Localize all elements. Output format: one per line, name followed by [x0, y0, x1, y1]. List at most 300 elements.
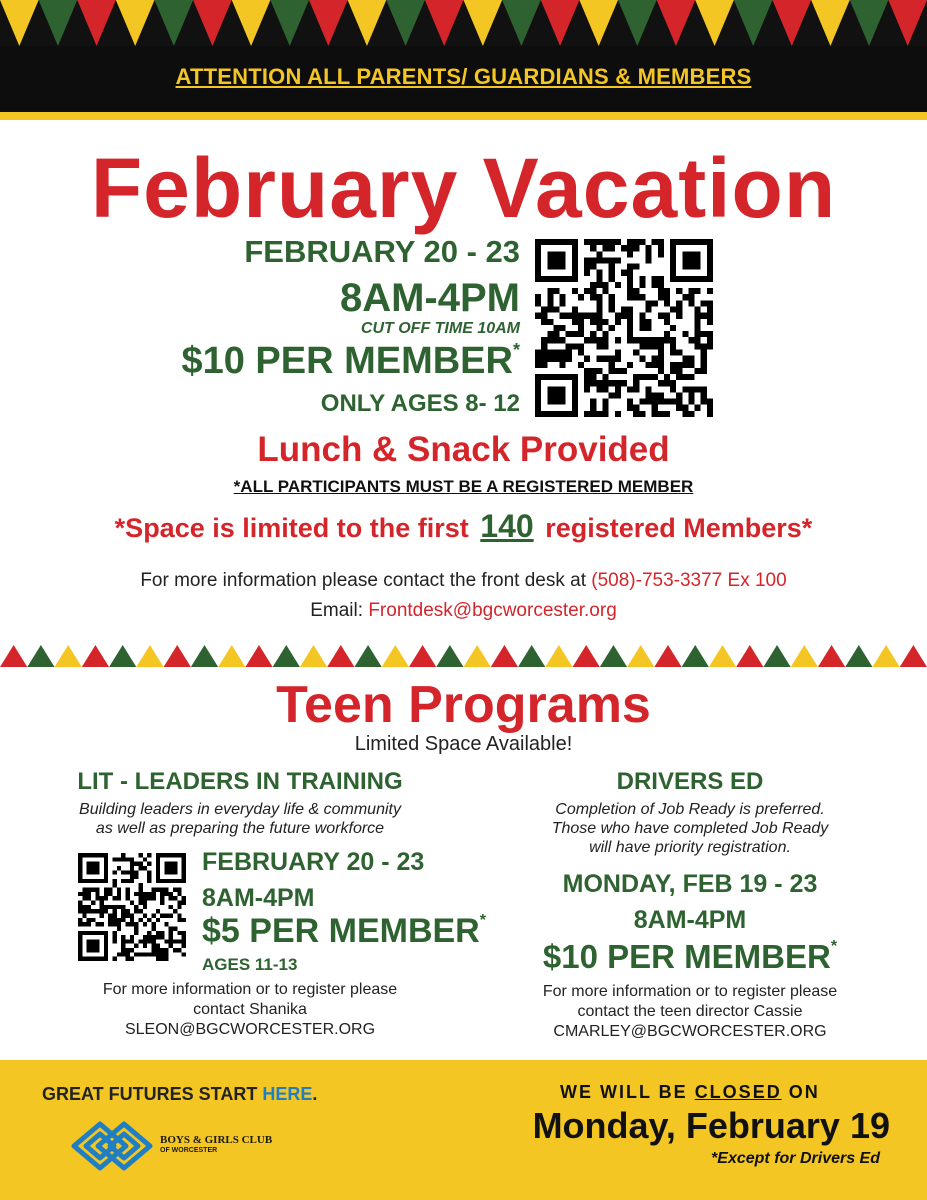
qr-module	[535, 356, 541, 362]
qr-module	[138, 862, 142, 866]
vacation-registration-qr-code[interactable]	[535, 238, 713, 418]
qr-module	[596, 411, 602, 417]
qr-module	[627, 294, 633, 300]
qr-module	[177, 918, 181, 922]
qr-module	[701, 343, 707, 349]
qr-module	[682, 294, 688, 300]
qr-module	[160, 896, 164, 900]
qr-module	[658, 288, 664, 294]
qr-module	[547, 356, 553, 362]
qr-module	[169, 939, 173, 943]
qr-module	[134, 922, 138, 926]
border-triangle	[0, 645, 27, 667]
qr-module	[147, 918, 151, 922]
border-triangle	[0, 0, 39, 46]
space-limited-suffix: registered Members*	[545, 513, 813, 543]
qr-module	[627, 319, 633, 325]
border-triangle	[818, 645, 845, 667]
qr-module	[676, 307, 682, 313]
qr-module	[560, 337, 566, 343]
qr-module	[633, 288, 639, 294]
qr-module	[143, 944, 147, 948]
qr-module	[108, 922, 112, 926]
qr-module	[535, 294, 541, 300]
qr-module	[121, 939, 125, 943]
qr-module	[645, 337, 651, 343]
border-triangle	[518, 645, 545, 667]
qr-module	[182, 939, 186, 943]
qr-module	[627, 337, 633, 343]
qr-module	[130, 913, 134, 917]
qr-module	[113, 931, 117, 935]
lit-description	[20, 800, 460, 838]
qr-module	[590, 380, 596, 386]
qr-module	[547, 331, 553, 337]
qr-module	[701, 300, 707, 306]
qr-module	[707, 399, 713, 405]
qr-module	[682, 374, 688, 380]
qr-module	[156, 935, 160, 939]
qr-module	[541, 313, 547, 319]
qr-module	[151, 944, 155, 948]
qr-module	[130, 918, 134, 922]
qr-module	[707, 331, 713, 337]
qr-module	[160, 952, 164, 956]
qr-module	[578, 313, 584, 319]
qr-module	[603, 257, 609, 263]
border-triangle	[82, 645, 109, 667]
border-triangle	[850, 0, 889, 46]
qr-module	[113, 857, 117, 861]
qr-module	[566, 356, 572, 362]
qr-module	[160, 935, 164, 939]
closed-word: CLOSED	[694, 1082, 782, 1102]
qr-module	[121, 918, 125, 922]
lit-contact	[40, 980, 460, 1040]
qr-module	[695, 405, 701, 411]
drivers-ed-contact-line: contact the teen director Cassie	[577, 1003, 803, 1020]
qr-module	[701, 386, 707, 392]
qr-module	[108, 913, 112, 917]
qr-module	[113, 918, 117, 922]
border-triangle	[270, 0, 309, 46]
front-desk-email-line	[0, 600, 927, 622]
qr-module	[100, 913, 104, 917]
qr-module	[609, 257, 615, 263]
qr-module	[621, 245, 627, 251]
qr-module	[578, 294, 584, 300]
qr-module	[596, 294, 602, 300]
qr-module	[639, 313, 645, 319]
qr-module	[639, 399, 645, 405]
qr-module	[177, 892, 181, 896]
qr-module	[138, 866, 142, 870]
border-triangle	[502, 0, 541, 46]
qr-module	[707, 319, 713, 325]
border-triangle	[109, 645, 136, 667]
qr-module	[621, 368, 627, 374]
qr-module	[78, 901, 82, 905]
qr-module	[169, 896, 173, 900]
border-triangle	[386, 0, 425, 46]
qr-module	[100, 922, 104, 926]
border-triangle	[409, 645, 436, 667]
qr-module	[134, 926, 138, 930]
qr-module	[658, 392, 664, 398]
qr-module	[658, 349, 664, 355]
qr-module	[100, 901, 104, 905]
border-triangle	[900, 645, 927, 667]
qr-module	[664, 294, 670, 300]
qr-module	[652, 337, 658, 343]
qr-module	[151, 913, 155, 917]
lit-ages: AGES 11-13	[202, 955, 298, 974]
qr-module	[547, 294, 553, 300]
qr-module	[707, 337, 713, 343]
qr-module	[701, 399, 707, 405]
qr-module	[652, 239, 658, 245]
qr-module	[609, 300, 615, 306]
qr-module	[627, 251, 633, 257]
qr-module	[615, 411, 621, 417]
qr-module	[126, 892, 130, 896]
qr-module	[645, 325, 651, 331]
qr-module	[572, 319, 578, 325]
qr-module	[173, 939, 177, 943]
qr-module	[130, 879, 134, 883]
qr-module	[113, 870, 117, 874]
qr-module	[596, 368, 602, 374]
qr-module	[633, 239, 639, 245]
qr-module	[645, 374, 651, 380]
qr-module	[645, 386, 651, 392]
qr-module	[639, 294, 645, 300]
border-triangle	[600, 645, 627, 667]
qr-module	[590, 405, 596, 411]
qr-module	[609, 368, 615, 374]
qr-module	[156, 918, 160, 922]
qr-module	[652, 356, 658, 362]
qr-module	[688, 337, 694, 343]
qr-module	[130, 901, 134, 905]
qr-module	[108, 892, 112, 896]
qr-module	[695, 307, 701, 313]
qr-module	[707, 343, 713, 349]
qr-module	[541, 307, 547, 313]
border-triangle	[273, 645, 300, 667]
qr-module	[639, 356, 645, 362]
border-triangle	[348, 0, 387, 46]
qr-module	[701, 368, 707, 374]
qr-module	[603, 337, 609, 343]
qr-module	[108, 888, 112, 892]
qr-module	[633, 349, 639, 355]
border-triangle	[845, 645, 872, 667]
qr-module	[82, 888, 86, 892]
border-triangle	[791, 645, 818, 667]
qr-module	[658, 368, 664, 374]
border-triangle	[77, 0, 116, 46]
vacation-price	[150, 340, 520, 383]
qr-module	[596, 276, 602, 282]
qr-module	[151, 952, 155, 956]
qr-module	[87, 918, 91, 922]
qr-module	[164, 952, 168, 956]
qr-module	[130, 866, 134, 870]
qr-module	[596, 300, 602, 306]
qr-module	[151, 892, 155, 896]
qr-module	[652, 405, 658, 411]
qr-module	[682, 362, 688, 368]
border-triangle	[654, 645, 681, 667]
drivers-ed-description-line: Those who have completed Job Ready	[551, 820, 829, 837]
drivers-ed-contact-email[interactable]: CMARLEY@BGCWORCESTER.ORG	[553, 1023, 827, 1040]
qr-module	[541, 356, 547, 362]
qr-module	[177, 905, 181, 909]
qr-module	[603, 331, 609, 337]
qr-module	[578, 362, 584, 368]
border-triangle	[382, 645, 409, 667]
qr-module	[627, 239, 633, 245]
qr-module	[169, 913, 173, 917]
border-triangle	[872, 645, 899, 667]
qr-module	[627, 276, 633, 282]
qr-module	[664, 288, 670, 294]
qr-module	[615, 368, 621, 374]
qr-module	[134, 905, 138, 909]
qr-module	[87, 922, 91, 926]
qr-module	[658, 362, 664, 368]
qr-module	[609, 307, 615, 313]
qr-module	[596, 356, 602, 362]
qr-module	[117, 857, 121, 861]
qr-module	[553, 356, 559, 362]
closed-prefix: WE WILL BE	[560, 1082, 688, 1102]
qr-module	[609, 362, 615, 368]
qr-module	[572, 331, 578, 337]
qr-module	[603, 245, 609, 251]
qr-module	[147, 896, 151, 900]
qr-module	[695, 343, 701, 349]
qr-module	[603, 282, 609, 288]
qr-module	[147, 892, 151, 896]
qr-module	[627, 245, 633, 251]
qr-module	[147, 935, 151, 939]
qr-module	[147, 875, 151, 879]
qr-module	[134, 909, 138, 913]
qr-module	[138, 939, 142, 943]
qr-module	[164, 957, 168, 961]
qr-module	[113, 896, 117, 900]
border-triangle	[811, 0, 850, 46]
qr-module	[147, 879, 151, 883]
qr-module	[151, 935, 155, 939]
qr-module	[117, 922, 121, 926]
qr-module	[615, 386, 621, 392]
qr-module	[645, 319, 651, 325]
qr-module	[615, 392, 621, 398]
qr-module	[615, 313, 621, 319]
qr-module	[147, 870, 151, 874]
qr-module	[547, 300, 553, 306]
qr-module	[553, 288, 559, 294]
qr-module	[603, 356, 609, 362]
drivers-ed-title: DRIVERS ED	[616, 768, 764, 795]
qr-module	[566, 343, 572, 349]
qr-module	[108, 905, 112, 909]
qr-module	[117, 888, 121, 892]
qr-module	[177, 888, 181, 892]
qr-module	[566, 331, 572, 337]
qr-module	[108, 918, 112, 922]
qr-module	[156, 948, 160, 952]
qr-module	[590, 264, 596, 270]
qr-module	[134, 862, 138, 866]
qr-module	[134, 875, 138, 879]
qr-module	[658, 343, 664, 349]
qr-module	[138, 901, 142, 905]
border-triangle	[736, 645, 763, 667]
qr-module	[535, 362, 541, 368]
qr-module	[584, 380, 590, 386]
qr-module	[126, 948, 130, 952]
qr-module	[578, 331, 584, 337]
qr-module	[609, 245, 615, 251]
border-triangle	[55, 645, 82, 667]
qr-module	[609, 276, 615, 282]
qr-module	[633, 264, 639, 270]
qr-module	[627, 288, 633, 294]
qr-module	[169, 935, 173, 939]
closed-date: Monday, February 19	[532, 1105, 890, 1146]
qr-module	[78, 918, 82, 922]
qr-module	[117, 905, 121, 909]
qr-module	[688, 392, 694, 398]
lit-description-line: as well as preparing the future workforce	[95, 820, 385, 837]
qr-module	[143, 935, 147, 939]
qr-module	[169, 931, 173, 935]
border-triangle	[436, 645, 463, 667]
qr-module	[143, 913, 147, 917]
front-desk-email-link[interactable]: Frontdesk@bgcworcester.org	[368, 600, 617, 621]
qr-module	[695, 313, 701, 319]
qr-module	[143, 896, 147, 900]
qr-module	[627, 270, 633, 276]
qr-module	[138, 896, 142, 900]
qr-finder-module	[547, 386, 565, 404]
qr-module	[160, 948, 164, 952]
drivers-ed-description-line: will have priority registration.	[589, 839, 791, 856]
border-triangle	[491, 645, 518, 667]
qr-module	[113, 939, 117, 943]
qr-module	[547, 337, 553, 343]
qr-module	[615, 257, 621, 263]
qr-module	[113, 922, 117, 926]
qr-module	[578, 343, 584, 349]
qr-module	[627, 331, 633, 337]
qr-module	[639, 276, 645, 282]
border-triangle	[541, 0, 580, 46]
qr-module	[695, 288, 701, 294]
vacation-price-text: $10 PER MEMBER	[181, 340, 513, 382]
qr-module	[143, 866, 147, 870]
qr-module	[117, 892, 121, 896]
qr-module	[633, 411, 639, 417]
qr-module	[547, 349, 553, 355]
qr-module	[130, 862, 134, 866]
qr-module	[177, 931, 181, 935]
front-desk-phone[interactable]: (508)-753-3377 Ex 100	[591, 570, 787, 591]
qr-module	[621, 380, 627, 386]
qr-module	[566, 313, 572, 319]
qr-module	[138, 952, 142, 956]
qr-module	[560, 349, 566, 355]
qr-module	[164, 939, 168, 943]
qr-module	[584, 264, 590, 270]
border-triangle	[39, 0, 78, 46]
lit-contact-email[interactable]: SLEON@BGCWORCESTER.ORG	[124, 1021, 376, 1038]
qr-module	[113, 905, 117, 909]
qr-module	[590, 239, 596, 245]
qr-module	[138, 888, 142, 892]
qr-module	[560, 362, 566, 368]
border-triangle	[218, 645, 245, 667]
qr-module	[633, 380, 639, 386]
qr-module	[603, 411, 609, 417]
qr-module	[100, 909, 104, 913]
qr-module	[182, 931, 186, 935]
lit-price-mark: *	[479, 912, 486, 929]
lit-contact-line: For more information or to register please	[102, 981, 398, 998]
qr-module	[695, 331, 701, 337]
qr-module	[596, 257, 602, 263]
email-label: Email:	[310, 600, 364, 621]
qr-module	[143, 901, 147, 905]
qr-module	[688, 300, 694, 306]
qr-module	[615, 282, 621, 288]
qr-module	[151, 926, 155, 930]
front-desk-contact	[0, 570, 927, 592]
qr-module	[670, 362, 676, 368]
qr-module	[138, 853, 142, 857]
qr-module	[590, 331, 596, 337]
qr-module	[682, 356, 688, 362]
qr-module	[100, 905, 104, 909]
qr-module	[688, 411, 694, 417]
registered-member-note: *ALL PARTICIPANTS MUST BE A REGISTERED MEMBER	[233, 477, 694, 496]
border-triangle	[116, 0, 155, 46]
border-triangle	[579, 0, 618, 46]
qr-module	[609, 356, 615, 362]
border-triangle	[682, 645, 709, 667]
qr-module	[95, 888, 99, 892]
qr-module	[164, 922, 168, 926]
qr-module	[603, 405, 609, 411]
qr-module	[584, 257, 590, 263]
attention-banner	[0, 46, 927, 112]
qr-module	[639, 239, 645, 245]
lit-registration-qr-code[interactable]	[78, 852, 186, 962]
qr-module	[682, 405, 688, 411]
qr-module	[553, 325, 559, 331]
qr-module	[95, 922, 99, 926]
qr-module	[541, 319, 547, 325]
qr-module	[670, 349, 676, 355]
qr-module	[652, 282, 658, 288]
qr-module	[113, 883, 117, 887]
qr-module	[615, 239, 621, 245]
qr-module	[138, 918, 142, 922]
